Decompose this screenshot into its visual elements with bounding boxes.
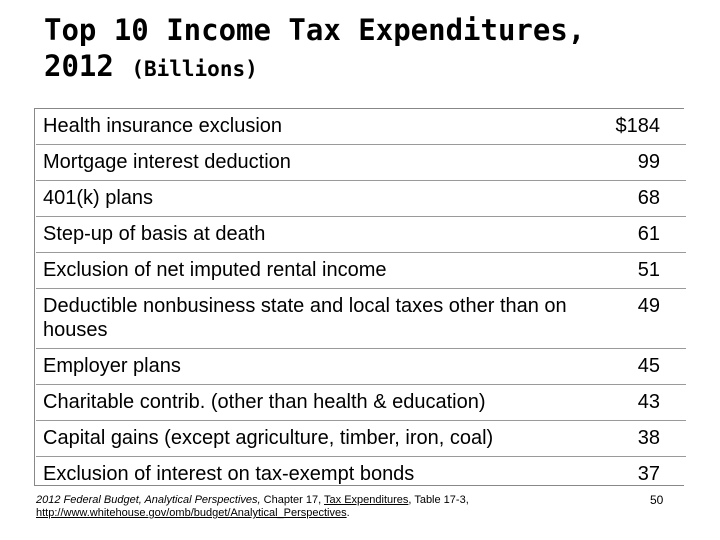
table-row <box>36 217 686 253</box>
footnote-table: , Table 17-3, <box>408 494 469 506</box>
source-footnote <box>36 494 596 520</box>
footnote-chapter: Chapter 17, <box>260 494 325 506</box>
row-label: Capital gains (except agriculture, timber, iron, coal) <box>36 421 573 457</box>
title-line1: Top 10 Income Tax Expenditures, <box>44 13 586 47</box>
row-value: 38 <box>573 421 686 457</box>
row-value: 37 <box>637 463 660 485</box>
row-label: Deductible nonbusiness state and local taxes other than on houses <box>36 289 573 349</box>
table-row <box>36 253 686 289</box>
row-label: Mortgage interest deduction <box>36 145 573 181</box>
row-value: 43 <box>573 385 686 421</box>
row-value: 51 <box>573 253 686 289</box>
row-label: Exclusion of net imputed rental income <box>36 253 573 289</box>
footnote-source: 2012 Federal Budget, Analytical Perspectives, <box>36 494 261 506</box>
row-label: Employer plans <box>36 349 573 385</box>
footnote-section: Tax Expenditures <box>324 494 409 506</box>
footnote-url-link[interactable]: http://www.whitehouse.gov/omb/budget/Analytical_Perspectives <box>36 507 347 519</box>
table-row <box>36 289 686 349</box>
row-label: Charitable contrib. (other than health & education) <box>36 385 573 421</box>
page-title <box>44 12 704 87</box>
row-label: 401(k) plans <box>36 181 573 217</box>
row-label: Exclusion of interest on tax-exempt bonds <box>43 463 415 485</box>
table-row <box>36 349 686 385</box>
row-value: 99 <box>573 145 686 181</box>
table-row <box>36 181 686 217</box>
table-row <box>36 421 686 457</box>
row-label: Step-up of basis at death <box>36 217 573 253</box>
row-value: $184 <box>573 109 686 145</box>
footnote-url-end: . <box>346 507 350 519</box>
row-value: 49 <box>573 289 686 349</box>
row-value: 45 <box>573 349 686 385</box>
row-value: 68 <box>573 181 686 217</box>
row-value: 61 <box>573 217 686 253</box>
tax-expenditures-table <box>36 109 686 492</box>
page-number: 50 <box>650 493 664 507</box>
table-row <box>36 385 686 421</box>
table-row <box>36 145 686 181</box>
title-year: 2012 <box>44 49 114 83</box>
title-units: (Billions) <box>131 57 258 81</box>
row-label: Health insurance exclusion <box>36 109 573 145</box>
table-row <box>36 109 686 145</box>
table-row <box>36 457 686 493</box>
